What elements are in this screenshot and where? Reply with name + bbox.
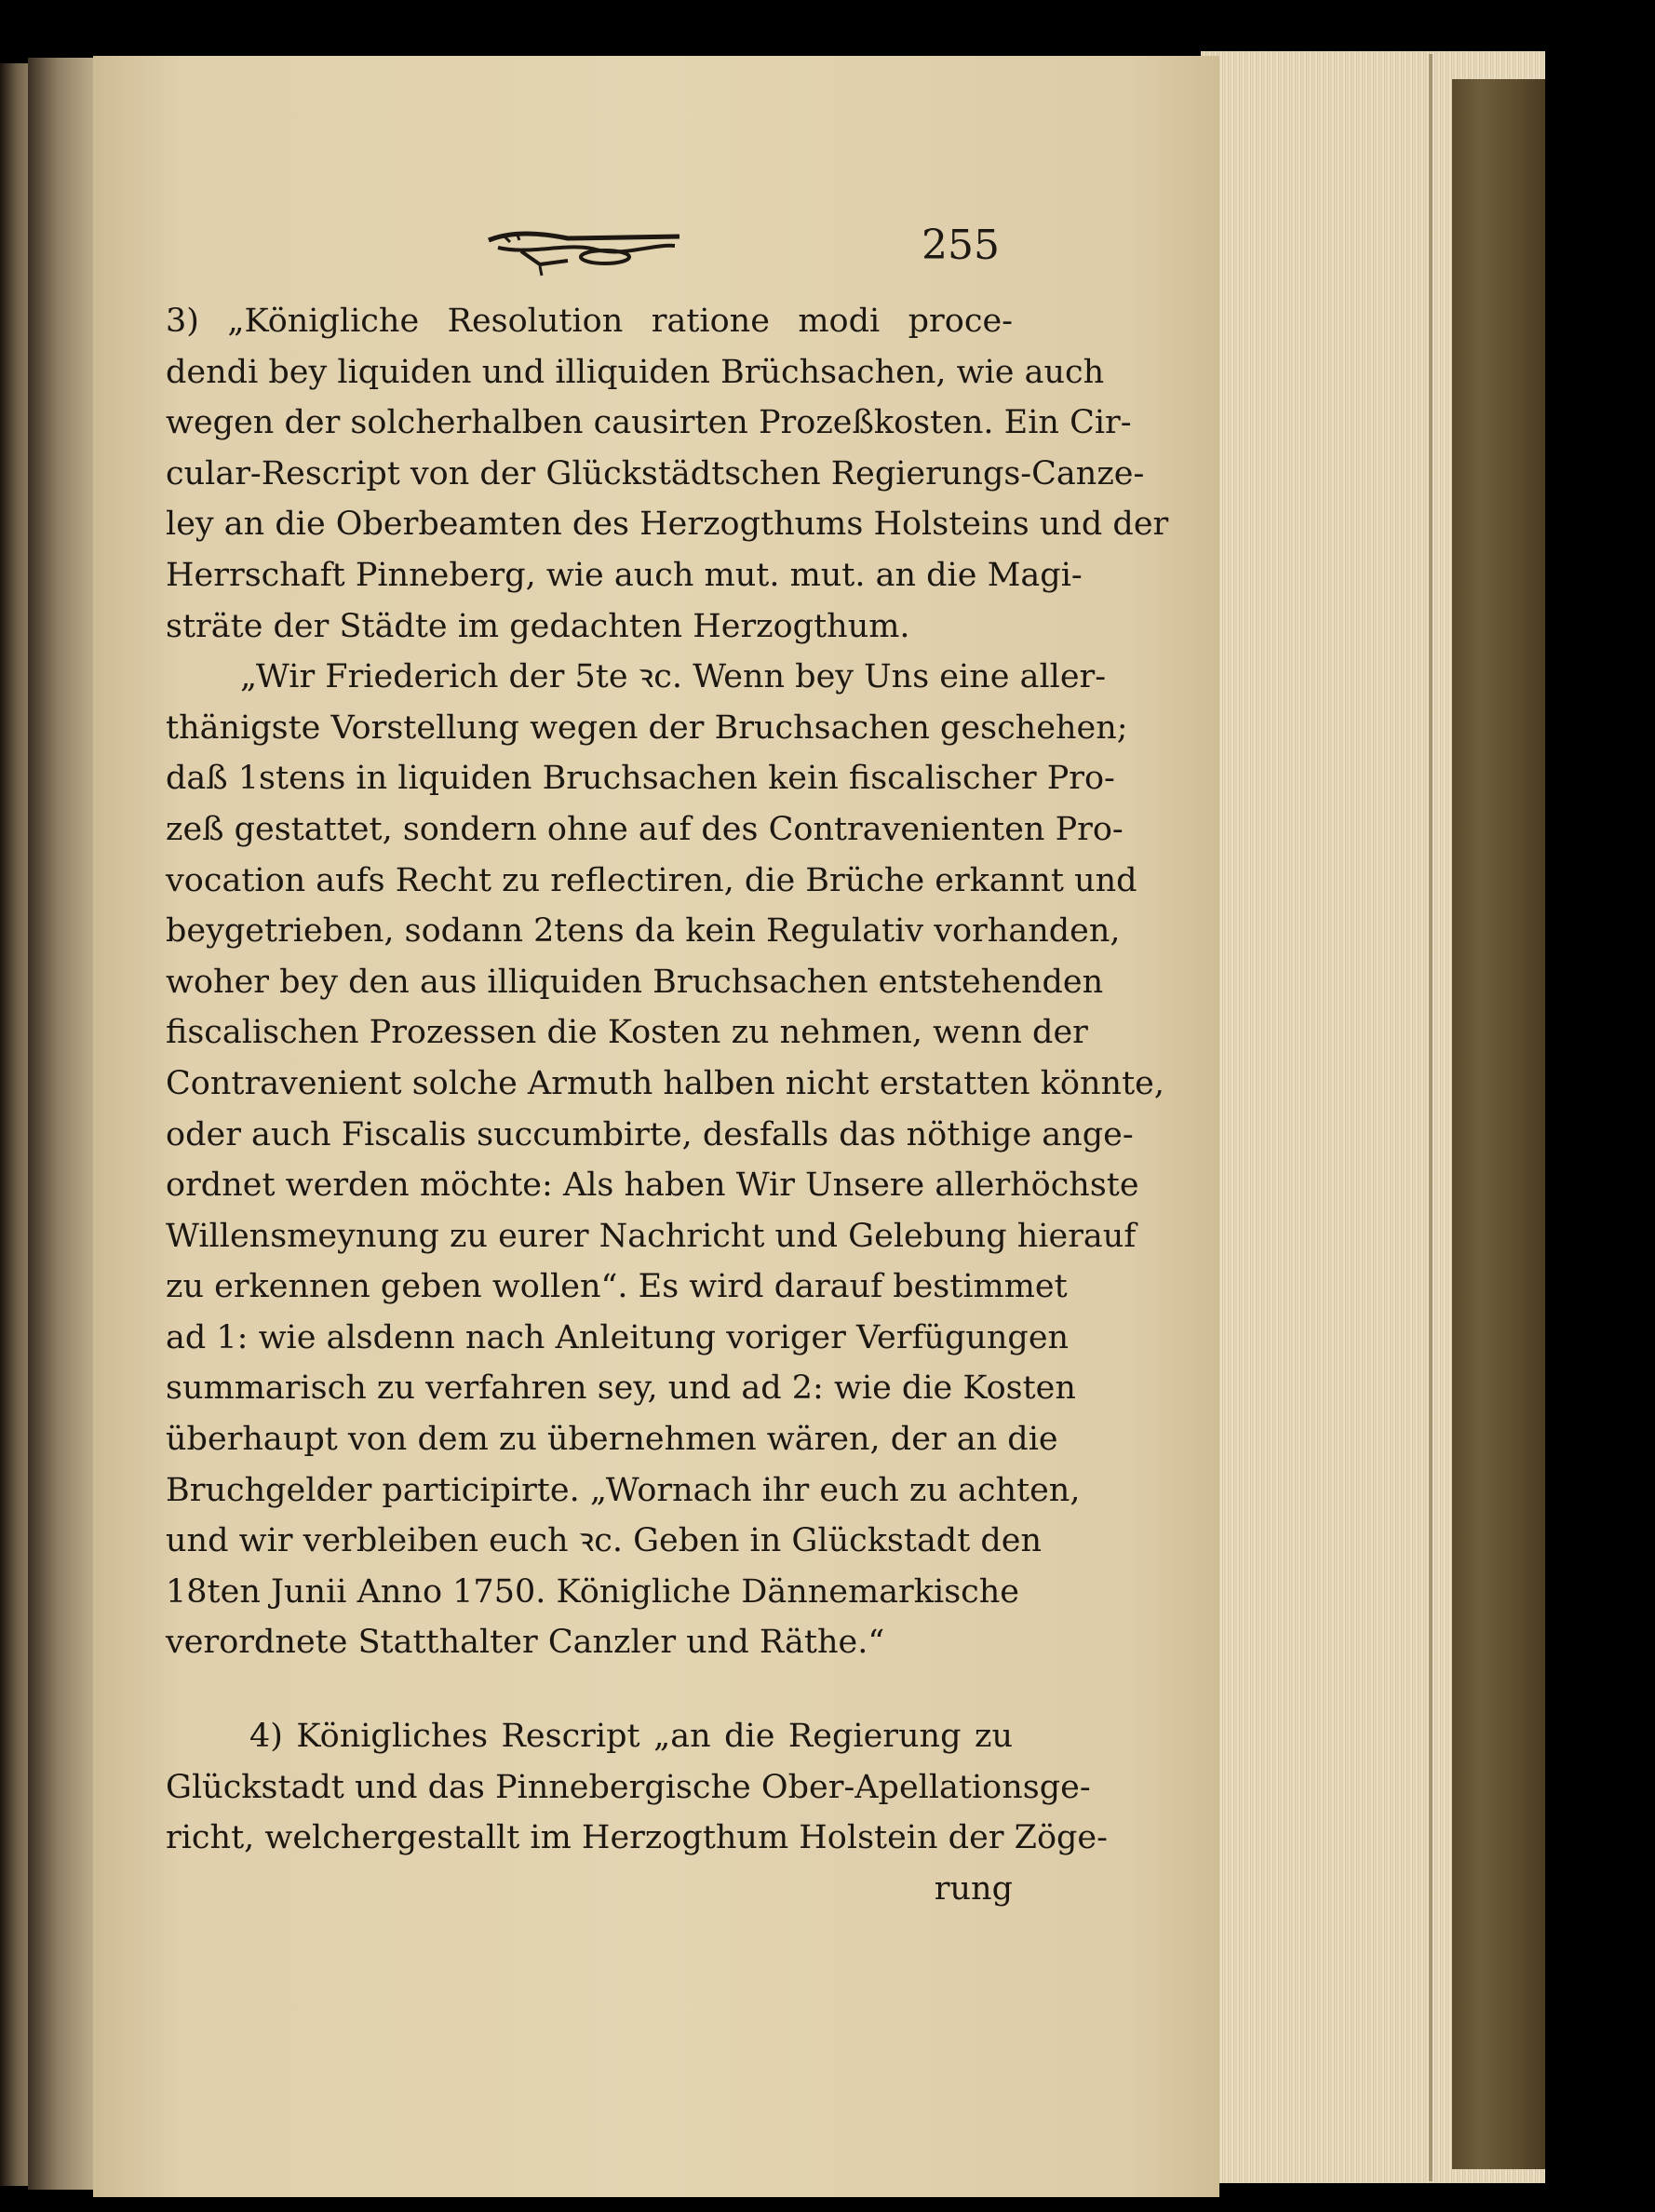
text-line: dendi bey liquiden und illiquiden Brüchsachen, wie auch (166, 353, 1105, 391)
book-gutter (28, 58, 102, 2190)
text-line: cular-Rescript von der Glückstädtschen Regierungs-Canze- (166, 454, 1145, 492)
text-line: ad 1: wie alsdenn nach Anleitung voriger Verfügungen (166, 1318, 1070, 1356)
text-line: richt, welchergestallt im Herzogthum Holstein der Zöge- (166, 1819, 1108, 1857)
text-line: summarisch zu verfahren sey, und ad 2: wie die Kosten (166, 1369, 1076, 1408)
text-line: Bruchgelder participirte. „Wornach ihr euch zu achten, (166, 1471, 1081, 1509)
page-edge-line (1429, 54, 1433, 2181)
text-line: sträte der Städte im gedachten Herzogthum. (166, 607, 910, 645)
text-line: vocation aufs Recht zu reflectiren, die Brüche erkannt und (166, 861, 1137, 899)
text-line: zu erkennen geben wollen“. Es wird darauf bestimmet (166, 1268, 1068, 1306)
text-line: Glückstadt und das Pinnebergische Ober-Apellationsge- (166, 1768, 1091, 1806)
paragraph-3 (166, 296, 1169, 652)
text-line: ordnet werden möchte: Als haben Wir Unsere allerhöchste (166, 1167, 1139, 1205)
text-line: und wir verbleiben euch ꝛc. Geben in Glückstadt den (166, 1522, 1043, 1560)
paragraph-rescript (166, 652, 1164, 1668)
page-header (484, 205, 1043, 289)
text-line: ley an die Oberbeamten des Herzogthums Holsteins und der (166, 506, 1169, 544)
text-line: „Wir Friederich der 5te ꝛc. Wenn bey Uns eine aller- (240, 658, 1107, 696)
text-line: wegen der solcherhalben causirten Prozeßkosten. Ein Cir- (166, 404, 1132, 442)
catchword: rung (934, 1869, 1013, 1908)
paragraph-gap (166, 1668, 1013, 1711)
text-line: Willensmeynung zu eurer Nachricht und Gelebung hierauf (166, 1217, 1137, 1255)
text-line: überhaupt von dem zu übernehmen wären, der an die (166, 1421, 1058, 1459)
page-number: 255 (922, 222, 1000, 269)
text-line: beygetrieben, sodann 2tens da kein Regulativ vorhanden, (166, 912, 1121, 951)
decorative-ornament (484, 223, 689, 279)
left-page-edge (0, 63, 28, 2186)
text-line: Contravenient solche Armuth halben nicht erstatten könnte, (166, 1064, 1164, 1102)
text-line: fiscalischen Prozessen die Kosten zu nehmen, wenn der (166, 1014, 1088, 1052)
text-line: oder auch Fiscalis succumbirte, desfalls das nöthige ange- (166, 1115, 1134, 1153)
text-line: 4) Königliches Rescript „an die Regierung zu (249, 1718, 1013, 1756)
text-line: woher bey den aus illiquiden Bruchsachen entstehenden (166, 963, 1104, 1001)
text-line: 3) „Königliche Resolution ratione modi proce- (166, 303, 1013, 340)
text-line: verordnete Statthalter Canzler und Räthe.“ (166, 1624, 885, 1662)
paragraph-4 (166, 1711, 1108, 1864)
text-line: daß 1stens in liquiden Bruchsachen kein fiscalischer Pro- (166, 760, 1115, 798)
text-line: thänigste Vorstellung wegen der Bruchsachen geschehen; (166, 708, 1128, 747)
body-text (166, 296, 1169, 1914)
book-cover-edge (1452, 79, 1545, 2169)
text-line: 18ten Junii Anno 1750. Königliche Dännemarkische (166, 1572, 1020, 1611)
text-line: zeß gestattet, sondern ohne auf des Contravenienten Pro- (166, 810, 1124, 848)
text-line: Herrschaft Pinneberg, wie auch mut. mut. an die Magi- (166, 556, 1083, 594)
